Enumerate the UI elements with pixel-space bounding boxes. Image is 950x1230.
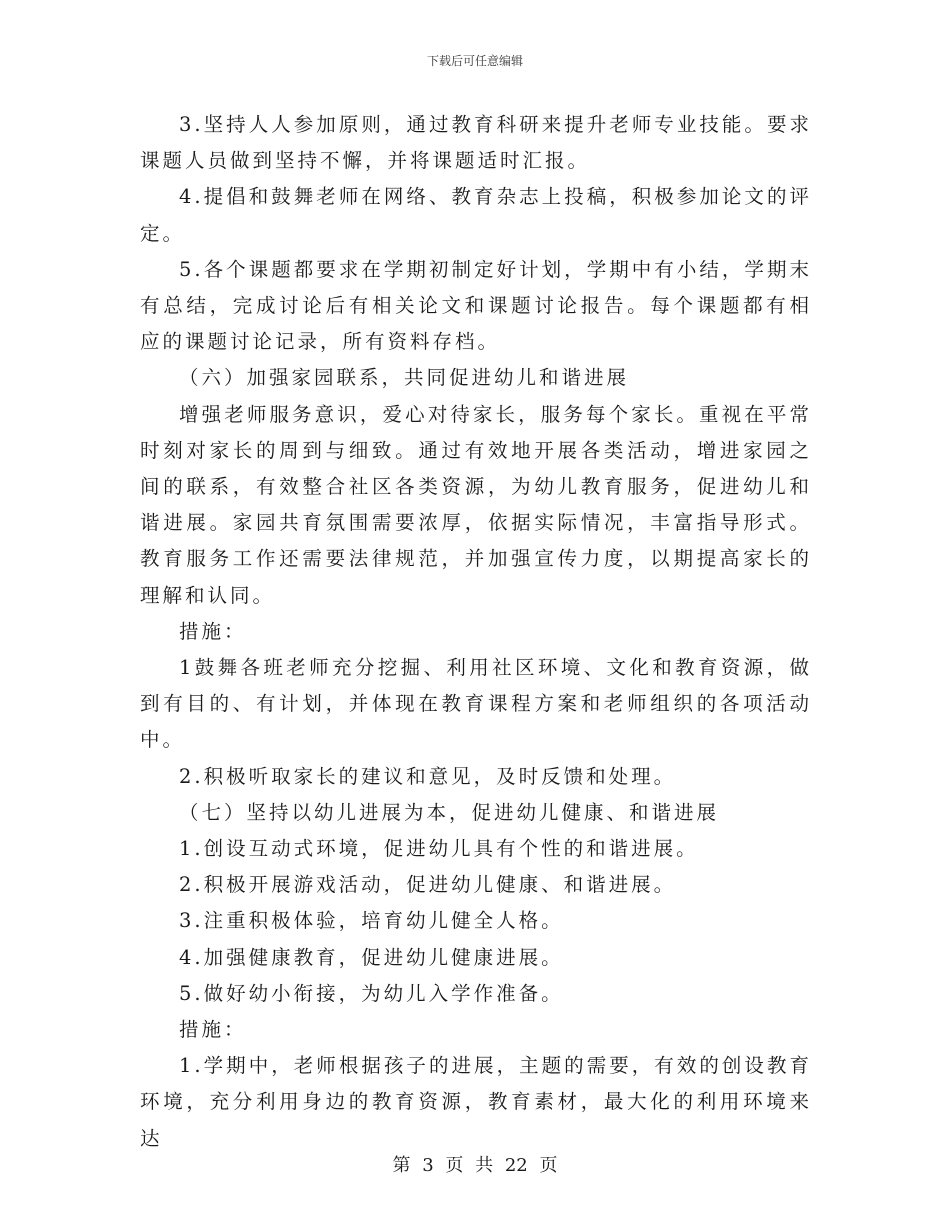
measures-label-2: 措施：	[179, 1018, 247, 1042]
paragraph-item-5-project-plan: 5.各个课题都要求在学期初制定好计划，学期中有小结，学期末有总结，完成讨论后有相关论文和课题讨论报告。每个课题都有相应的课题讨论记录，所有资料存档。	[140, 257, 812, 354]
measure-item-2-feedback: 2.积极听取家长的建议和意见，及时反馈和处理。	[179, 764, 677, 788]
document-body	[140, 107, 812, 1157]
measure-item-1-semester: 1.学期中，老师根据孩子的进展，主题的需要，有效的创设教育环境，充分利用身边的教育资源，教育素材，最大化的利用环境来达	[140, 1054, 812, 1150]
section-heading-6: （六）加强家园联系，共同促进幼儿和谐进展	[179, 366, 630, 390]
paragraph-item-4-publishing: 4.提倡和鼓舞老师在网络、教育杂志上投稿，积极参加论文的评定。	[140, 185, 812, 245]
list-item-5-transition: 5.做好幼小衔接，为幼儿入学作准备。	[179, 981, 564, 1005]
page-number-footer: 第 3 页 共 22 页	[392, 1155, 558, 1176]
measures-label: 措施：	[179, 619, 247, 643]
page-header-note: 下载后可任意编辑	[426, 54, 523, 68]
list-item-4-health: 4.加强健康教育，促进幼儿健康进展。	[179, 945, 564, 969]
list-item-3-experience: 3.注重积极体验，培育幼儿健全人格。	[179, 909, 564, 933]
paragraph-item-3-research-principle: 3.坚持人人参加原则，通过教育科研来提升老师专业技能。要求课题人员做到坚持不懈，并将课题适时汇报。	[140, 113, 812, 173]
list-item-2-games: 2.积极开展游戏活动，促进幼儿健康、和谐进展。	[179, 873, 677, 897]
paragraph-parent-service: 增强老师服务意识，爱心对待家长，服务每个家长。重视在平常时刻对家长的周到与细致。通过有效地开展各类活动，增进家园之间的联系，有效整合社区各类资源，为幼儿教育服务，促进幼儿和谐进展。家园共育氛围需要浓厚，依据实际情况，丰富指导形式。教育服务工作还需要法律规范，并加强宣传力度，以期提高家长的理解和认同。	[140, 402, 812, 607]
measure-item-1-community: 1鼓舞各班老师充分挖掘、利用社区环境、文化和教育资源，做到有目的、有计划，并体现在教育课程方案和老师组织的各项活动中。	[140, 656, 812, 752]
list-item-1-environment: 1.创设互动式环境，促进幼儿具有个性的和谐进展。	[179, 837, 699, 861]
section-heading-7: （七）坚持以幼儿进展为本，促进幼儿健康、和谐进展	[179, 800, 720, 824]
